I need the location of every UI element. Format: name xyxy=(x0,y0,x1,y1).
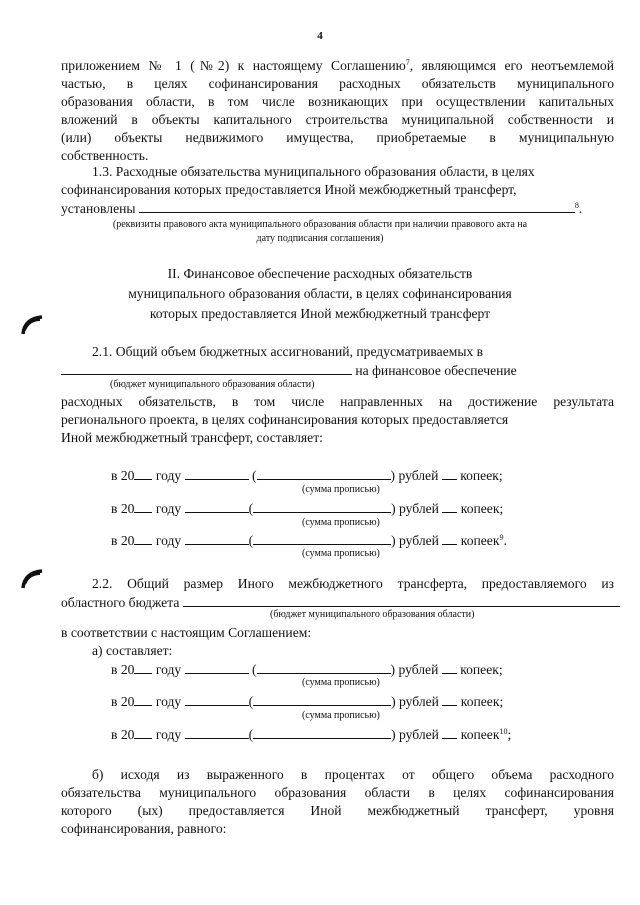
section-2-heading-2: муниципального образования области, в целях софинансирования xyxy=(128,286,512,301)
kopeck-blank[interactable] xyxy=(442,466,457,480)
amount-words-blank[interactable] xyxy=(257,466,391,480)
amount-row-3: в 20 году ( ) рублей копеек$^9$. xyxy=(111,533,507,548)
sum-caption: (сумма прописью) xyxy=(302,677,380,688)
p22b-line-1: б) исходя из выраженного в процентах от общего объема расходного xyxy=(92,767,614,782)
p22-line-2: областного бюджета xyxy=(61,593,620,612)
year-blank[interactable] xyxy=(134,499,152,513)
p1-line-5: (или) объекты недвижимого имущества, приобретаемые в муниципальную xyxy=(61,130,614,145)
budget-caption: (бюджет муниципального образования области) xyxy=(110,379,315,390)
budget-caption: (бюджет муниципального образования области) xyxy=(270,609,475,620)
amount-blank[interactable] xyxy=(185,725,249,739)
year-blank[interactable] xyxy=(134,725,152,739)
p21-line-2: на финансовое обеспечение xyxy=(61,361,517,380)
p13-line-3: установлены $^8$. xyxy=(61,201,583,216)
p21-line-3: расходных обязательств, в том числе направленных на достижение результата xyxy=(61,394,614,409)
punch-mark-icon xyxy=(20,314,44,336)
kopeck-blank[interactable] xyxy=(442,499,457,513)
amount-words-blank[interactable] xyxy=(257,660,391,674)
p13-line-1: 1.3. Расходные обязательства муниципального образования области, в целях xyxy=(92,164,535,179)
budget-blank[interactable] xyxy=(183,593,620,607)
amount-row-1: в 20 году ( ) рублей копеек; xyxy=(111,468,503,483)
amount-blank[interactable] xyxy=(185,499,249,513)
p13-line-2: софинансирования которых предоставляется Иной межбюджетный трансферт, xyxy=(61,182,517,197)
punch-mark-icon xyxy=(20,568,44,590)
p22b-line-4: софинансирования, равного: xyxy=(61,821,227,836)
p22-line-1: 2.2. Общий размер Иного межбюджетного трансферта, предоставляемого из xyxy=(92,576,614,591)
p21-line-5: Иной межбюджетный трансферт, составляет: xyxy=(61,430,323,445)
budget-blank[interactable] xyxy=(61,361,352,375)
amount-blank[interactable] xyxy=(185,660,249,674)
amount-blank[interactable] xyxy=(185,692,249,706)
p1-line-2: частью, в целях софинансирования расходных обязательств муниципального xyxy=(61,76,614,91)
kopeck-blank[interactable] xyxy=(442,531,457,545)
amount-row-4: в 20 году ( ) рублей копеек; xyxy=(111,662,503,677)
kopeck-blank[interactable] xyxy=(442,692,457,706)
kopeck-blank[interactable] xyxy=(442,725,457,739)
footnote-ref-8: 8 xyxy=(574,201,579,210)
p1-line-6: собственность. xyxy=(61,148,149,163)
amount-row-2: в 20 году ( ) рублей копеек; xyxy=(111,501,504,516)
footnote-ref-10: 10 xyxy=(499,727,508,736)
amount-words-blank[interactable] xyxy=(253,531,391,545)
section-2-heading-3: которых предоставляется Иной межбюджетный трансферт xyxy=(149,306,491,321)
p22-line-a: а) составляет: xyxy=(92,643,173,658)
p1-line-3: образования области, в том числе возникающих при осуществлении капитальных xyxy=(61,94,614,109)
year-blank[interactable] xyxy=(134,660,152,674)
p1-line-4: вложений в объекты капитального строительства муниципальной собственности и xyxy=(61,112,614,127)
p22-line-3: в соответствии с настоящим Соглашением: xyxy=(61,625,312,640)
p1-line-1: приложением № 1 (№2) к настоящему Соглашению$^7$, являющимся его неотъемлемой xyxy=(61,58,615,73)
amount-row-5: в 20 году ( ) рублей копеек; xyxy=(111,694,504,709)
amount-words-blank[interactable] xyxy=(253,725,391,739)
legal-act-blank[interactable] xyxy=(139,199,575,213)
amount-blank[interactable] xyxy=(185,531,249,545)
amount-words-blank[interactable] xyxy=(253,692,391,706)
section-2-heading-1: II. Финансовое обеспечение расходных обязательств xyxy=(167,266,473,281)
p22b-line-2: обязательства муниципального образования области в целях софинансирования xyxy=(61,785,614,800)
sum-caption: (сумма прописью) xyxy=(302,548,380,559)
page-number: 4 xyxy=(317,30,323,42)
footnote-ref-9: 9 xyxy=(499,533,504,542)
sum-caption: (сумма прописью) xyxy=(302,517,380,528)
legal-act-caption-1: (реквизиты правового акта муниципального образования области при наличии правового акта на xyxy=(112,219,528,230)
p21-line-4: регионального проекта, в целях софинансирования которых предоставляется xyxy=(61,412,509,427)
amount-words-blank[interactable] xyxy=(253,499,391,513)
p21-line-1: 2.1. Общий объем бюджетных ассигнований, предусматриваемых в xyxy=(92,344,484,359)
year-blank[interactable] xyxy=(134,466,152,480)
amount-blank[interactable] xyxy=(185,466,249,480)
year-blank[interactable] xyxy=(134,531,152,545)
amount-row-6: в 20 году ( ) рублей копеек$^{10}$; xyxy=(111,727,512,742)
sum-caption: (сумма прописью) xyxy=(302,484,380,495)
p22b-line-3: которого (ых) предоставляется Иной межбюджетный трансферт, уровня xyxy=(61,803,614,818)
kopeck-blank[interactable] xyxy=(442,660,457,674)
year-blank[interactable] xyxy=(134,692,152,706)
footnote-ref-7: 7 xyxy=(405,58,410,67)
sum-caption: (сумма прописью) xyxy=(302,710,380,721)
legal-act-caption-2: дату подписания соглашения) xyxy=(256,233,384,244)
